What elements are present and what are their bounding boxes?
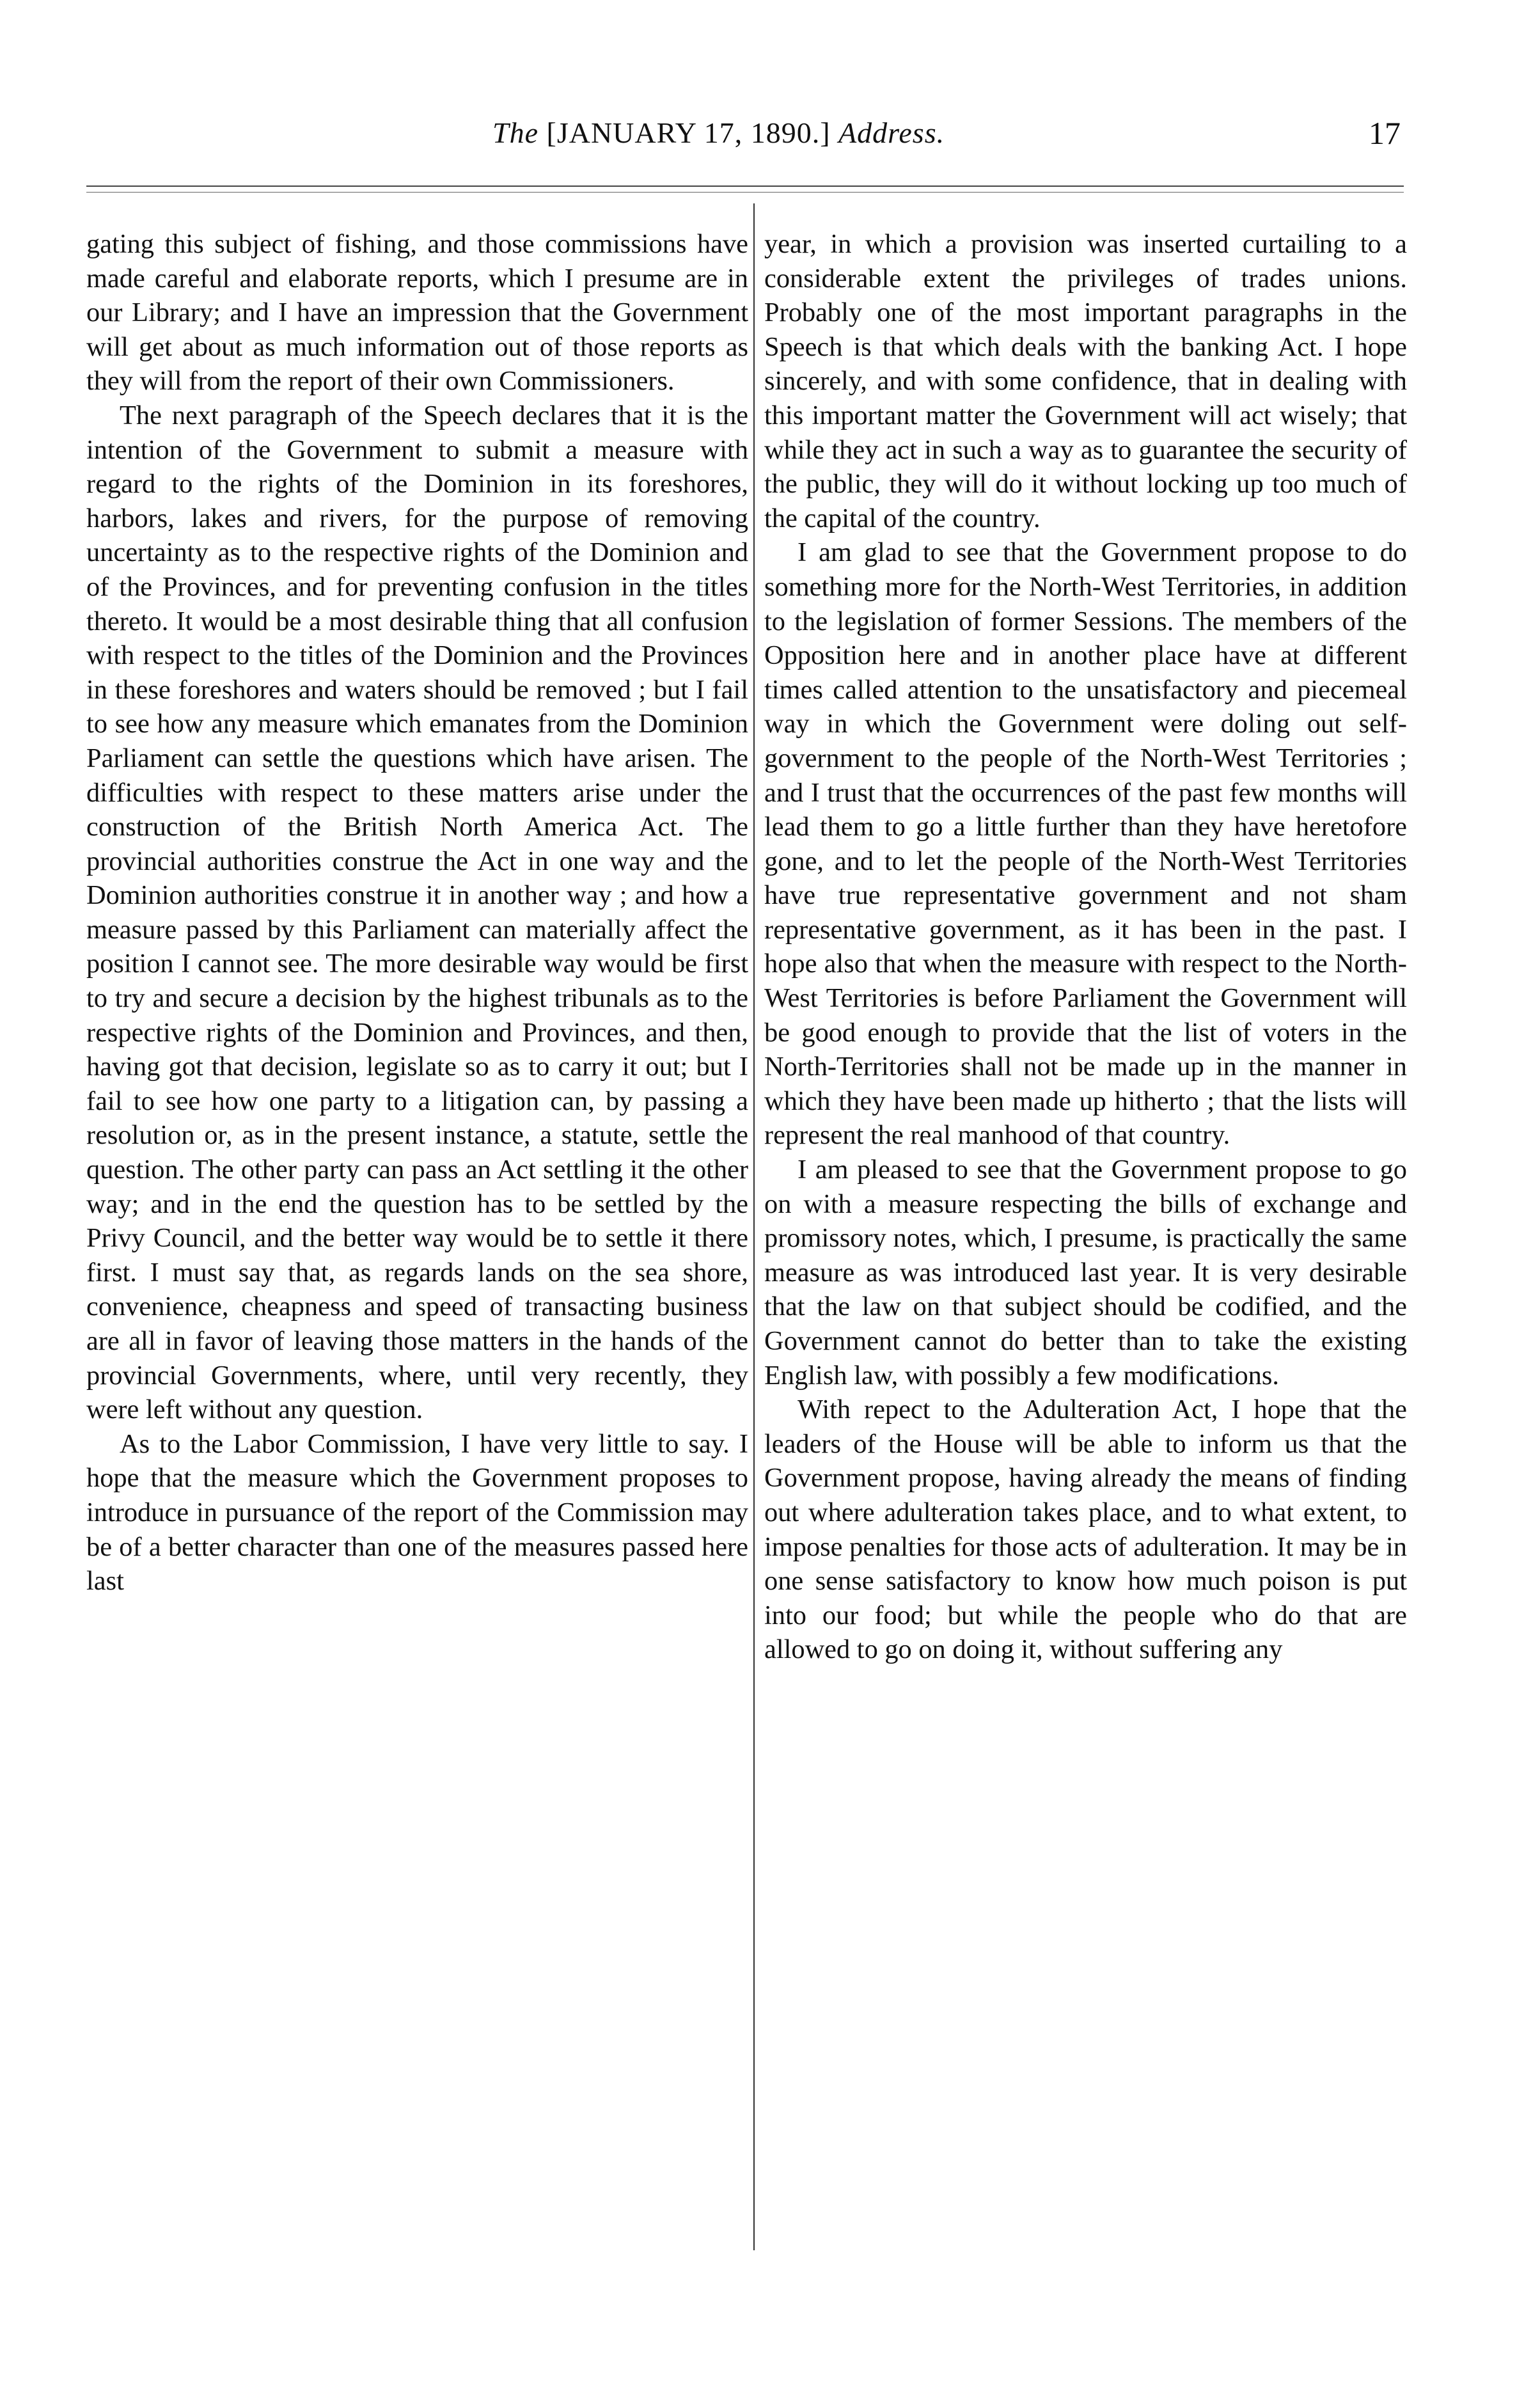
- left-paragraph: As to the Labor Commission, I have very little to say. I hope that the measure which the Government proposes to introduce in pursuance of the report of the Commission may be of a better character than one of the measures passed here last: [86, 1428, 748, 1597]
- right-column: [764, 227, 1407, 1667]
- left-column: [86, 227, 748, 1598]
- right-paragraph: year, in which a provision was inserted curtailing to a considerable extent the privileges of trades unions. Probably one of the most important paragraphs in the Speech is that which deals with the banking Act. I hope sincerely, and with some confidence, that in dealing with this important matter the Government will act wisely; that while they act in such a way as to guarantee the security of the public, they will do it without locking up too much of the capital of the country.: [764, 229, 1407, 533]
- title-suffix: Address.: [838, 116, 945, 149]
- header-rule-thick: [86, 185, 1404, 187]
- column-divider: [753, 203, 755, 2250]
- running-header: [0, 114, 1540, 159]
- page-number: 17: [1369, 115, 1401, 151]
- left-paragraph: gating this subject of fishing, and those commissions have made careful and elaborate reports, which I presume are in our Library; and I have an impression that the Government will get about as much information out of those reports as they will from the report of their own Commissioners.: [86, 229, 748, 397]
- title-prefix: The: [492, 116, 538, 149]
- right-paragraph: I am pleased to see that the Government propose to go on with a measure respecting the bills of exchange and promissory notes, which, I presume, is practically the same measure as was introduced last year. It is very desirable that the law on that subject should be codified, and the Government cannot do better than to take the existing English law, with possibly a few modifications.: [764, 1155, 1407, 1391]
- header-rule-thin: [86, 192, 1404, 193]
- right-paragraph: I am glad to see that the Government propose to do something more for the North-West Territories, in addition to the legislation of former Sessions. The members of the Opposition here and in another place have at different times called attention to the unsatisfactory and piecemeal way in which the Government were doling out self-government to the people of the North-West Territories ; and I trust that the occurrences of the past few months will lead them to go a little further than they have heretofore gone, and to let the people of the North-West Territories have true representative government and not sham representative government, as it has been in the past. I hope also that when the measure with respect to the North-West Territories is before Parliament the Government will be good enough to provide that the list of voters in the North-Territories shall not be made up in the manner in which they have been made up hitherto ; that the lists will represent the real manhood of that country.: [764, 537, 1407, 1151]
- left-paragraph: The next paragraph of the Speech declares that it is the intention of the Government to submit a measure with regard to the rights of the Dominion in its foreshores, harbors, lakes and rivers, for the purpose of removing uncertainty as to the respective rights of the Dominion and of the Provinces, and for preventing confusion in the titles thereto. It would be a most desirable thing that all confusion with respect to the titles of the Dominion and the Provinces in these foreshores and waters should be removed ; but I fail to see how any measure which emanates from the Dominion Parliament can settle the questions which have arisen. The difficulties with respect to these matters arise under the construction of the British North America Act. The provincial authorities construe the Act in one way and the Dominion authorities construe it in another way ; and how a measure passed by this Parliament can materially affect the position I cannot see. The more desirable way would be first to try and secure a decision by the highest tribunals as to the respective rights of the Dominion and Provinces, and then, having got that decision, legislate so as to carry it out; but I fail to see how one party to a litigation can, by passing a resolution or, as in the present instance, a statute, settle the question. The other party can pass an Act settling it the other way; and in the end the question has to be settled by the Privy Council, and the better way would be to settle it there first. I must say that, as regards lands on the sea shore, convenience, cheapness and speed of transacting business are all in favor of leaving those matters in the hands of the provincial Governments, where, until very recently, they were left without any question.: [86, 400, 748, 1425]
- title-date: [JANUARY 17, 1890.]: [546, 116, 831, 149]
- right-paragraph: With repect to the Adulteration Act, I hope that the leaders of the House will be able to inform us that the Government propose, having already the means of finding out where adulteration takes place, and to what extent, to impose penalties for those acts of adulteration. It may be in one sense satisfactory to know how much poison is put into our food; but while the people who do that are allowed to go on doing it, without suffering any: [764, 1394, 1407, 1665]
- page-title: [492, 114, 945, 152]
